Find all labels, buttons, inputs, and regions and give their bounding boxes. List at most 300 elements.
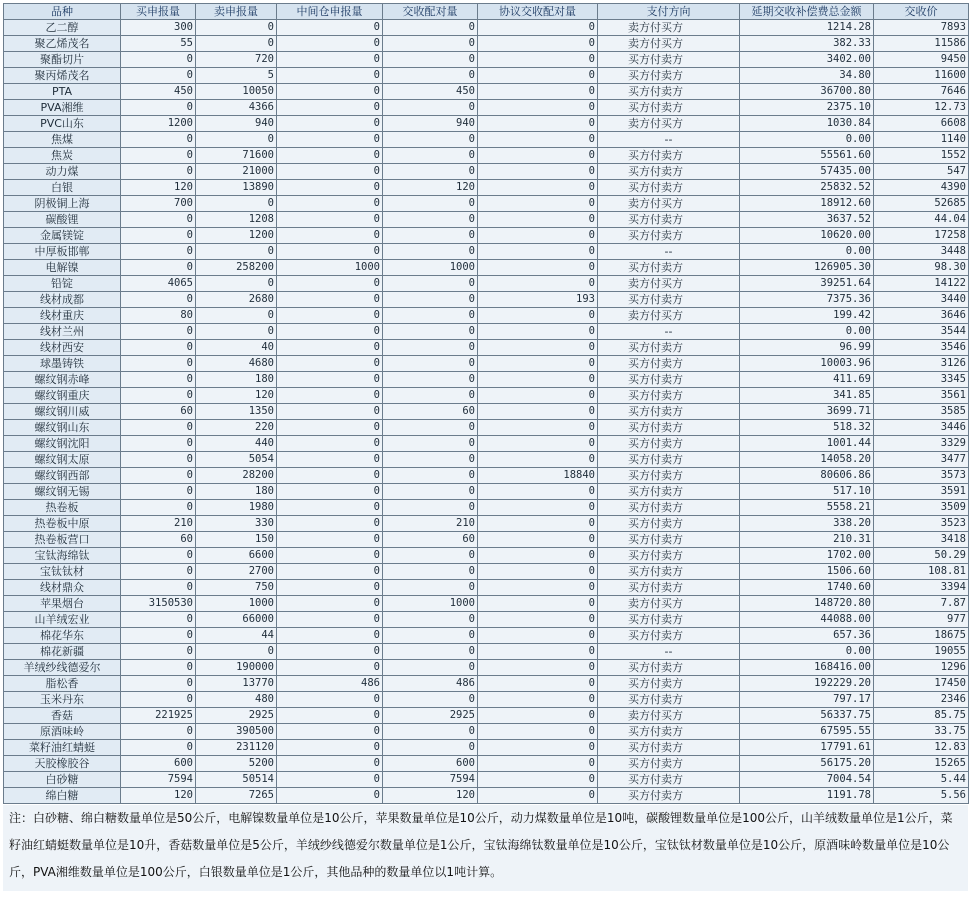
- value-cell: 0: [277, 52, 383, 68]
- table-row: [4, 292, 969, 308]
- product-name-cell: PVC山东: [4, 116, 121, 132]
- table-row: [4, 20, 969, 36]
- payment-direction-cell: 买方付卖方: [598, 580, 740, 596]
- value-cell: 1208: [196, 212, 277, 228]
- value-cell: 0: [478, 436, 598, 452]
- payment-direction-cell: 买方付卖方: [598, 84, 740, 100]
- payment-direction-cell: 买方付卖方: [598, 612, 740, 628]
- value-cell: 0: [277, 772, 383, 788]
- value-cell: 7594: [121, 772, 196, 788]
- table-row: [4, 52, 969, 68]
- value-cell: 0: [277, 36, 383, 52]
- value-cell: 0: [121, 452, 196, 468]
- header-cell: 延期交收补偿费总金额: [740, 4, 874, 20]
- value-cell: 1214.28: [740, 20, 874, 36]
- value-cell: 0: [383, 692, 478, 708]
- payment-direction-cell: 买方付卖方: [598, 260, 740, 276]
- value-cell: 190000: [196, 660, 277, 676]
- value-cell: 0: [121, 692, 196, 708]
- value-cell: 0: [121, 724, 196, 740]
- value-cell: 700: [121, 196, 196, 212]
- value-cell: 0: [478, 116, 598, 132]
- payment-direction-cell: 买方付卖方: [598, 180, 740, 196]
- value-cell: 977: [874, 612, 969, 628]
- product-name-cell: 螺纹钢赤峰: [4, 372, 121, 388]
- table-row: [4, 564, 969, 580]
- value-cell: 0: [383, 52, 478, 68]
- value-cell: 0: [478, 564, 598, 580]
- product-name-cell: 苹果烟台: [4, 596, 121, 612]
- product-name-cell: 天胶橡胶谷: [4, 756, 121, 772]
- table-row: [4, 324, 969, 340]
- table-row: [4, 276, 969, 292]
- value-cell: 0: [277, 372, 383, 388]
- value-cell: 0: [383, 628, 478, 644]
- value-cell: 0: [121, 388, 196, 404]
- table-row: [4, 788, 969, 804]
- payment-direction-cell: 买方付卖方: [598, 452, 740, 468]
- value-cell: 0: [121, 548, 196, 564]
- table-row: [4, 132, 969, 148]
- value-cell: 150: [196, 532, 277, 548]
- table-row: [4, 484, 969, 500]
- value-cell: 2700: [196, 564, 277, 580]
- product-name-cell: 聚乙烯茂名: [4, 36, 121, 52]
- value-cell: 0: [277, 212, 383, 228]
- value-cell: 0: [277, 484, 383, 500]
- table-row: [4, 260, 969, 276]
- value-cell: 1506.60: [740, 564, 874, 580]
- payment-direction-cell: 买方付卖方: [598, 500, 740, 516]
- value-cell: 0: [277, 292, 383, 308]
- product-name-cell: 玉米丹东: [4, 692, 121, 708]
- value-cell: 148720.80: [740, 596, 874, 612]
- value-cell: 7.87: [874, 596, 969, 612]
- value-cell: 120: [196, 388, 277, 404]
- value-cell: 4390: [874, 180, 969, 196]
- value-cell: 0: [277, 100, 383, 116]
- payment-direction-cell: 买方付卖方: [598, 724, 740, 740]
- product-name-cell: 螺纹钢山东: [4, 420, 121, 436]
- value-cell: 600: [383, 756, 478, 772]
- payment-direction-cell: --: [598, 324, 740, 340]
- value-cell: 0: [478, 356, 598, 372]
- value-cell: 40: [196, 340, 277, 356]
- table-row: [4, 388, 969, 404]
- table-row: [4, 372, 969, 388]
- value-cell: 3126: [874, 356, 969, 372]
- value-cell: 0: [121, 580, 196, 596]
- value-cell: 3523: [874, 516, 969, 532]
- value-cell: 750: [196, 580, 277, 596]
- payment-direction-cell: 买方付卖方: [598, 164, 740, 180]
- table-row: [4, 404, 969, 420]
- value-cell: 11586: [874, 36, 969, 52]
- value-cell: 180: [196, 484, 277, 500]
- value-cell: 0: [277, 516, 383, 532]
- table-row: [4, 628, 969, 644]
- value-cell: 34.80: [740, 68, 874, 84]
- payment-direction-cell: 买方付卖方: [598, 484, 740, 500]
- value-cell: 60: [383, 404, 478, 420]
- value-cell: 168416.00: [740, 660, 874, 676]
- product-name-cell: 线材重庆: [4, 308, 121, 324]
- value-cell: 1191.78: [740, 788, 874, 804]
- value-cell: 0: [196, 644, 277, 660]
- value-cell: 44088.00: [740, 612, 874, 628]
- value-cell: 382.33: [740, 36, 874, 52]
- value-cell: 0: [277, 692, 383, 708]
- value-cell: 7375.36: [740, 292, 874, 308]
- product-name-cell: 热卷板营口: [4, 532, 121, 548]
- value-cell: 0: [383, 660, 478, 676]
- payment-direction-cell: 买方付卖方: [598, 548, 740, 564]
- value-cell: 0.00: [740, 132, 874, 148]
- value-cell: 71600: [196, 148, 277, 164]
- table-row: [4, 500, 969, 516]
- value-cell: 3329: [874, 436, 969, 452]
- product-name-cell: 白银: [4, 180, 121, 196]
- value-cell: 0: [277, 132, 383, 148]
- table-row: [4, 468, 969, 484]
- payment-direction-cell: --: [598, 644, 740, 660]
- table-row: [4, 436, 969, 452]
- value-cell: 210: [121, 516, 196, 532]
- value-cell: 4680: [196, 356, 277, 372]
- value-cell: 1000: [383, 260, 478, 276]
- payment-direction-cell: 买方付卖方: [598, 772, 740, 788]
- value-cell: 0: [383, 244, 478, 260]
- value-cell: 0: [478, 404, 598, 420]
- payment-direction-cell: 买方付卖方: [598, 468, 740, 484]
- product-name-cell: 焦炭: [4, 148, 121, 164]
- header-cell: 交收配对量: [383, 4, 478, 20]
- header-cell: 支付方向: [598, 4, 740, 20]
- value-cell: 80: [121, 308, 196, 324]
- value-cell: 0: [277, 308, 383, 324]
- value-cell: 0: [478, 20, 598, 36]
- value-cell: 3402.00: [740, 52, 874, 68]
- value-cell: 2680: [196, 292, 277, 308]
- product-name-cell: 螺纹钢太原: [4, 452, 121, 468]
- value-cell: 14058.20: [740, 452, 874, 468]
- value-cell: 0: [121, 436, 196, 452]
- value-cell: 0: [277, 340, 383, 356]
- payment-direction-cell: 买方付卖方: [598, 52, 740, 68]
- value-cell: 0: [478, 340, 598, 356]
- value-cell: 1000: [196, 596, 277, 612]
- value-cell: 0: [277, 68, 383, 84]
- value-cell: 0: [383, 612, 478, 628]
- value-cell: 44.04: [874, 212, 969, 228]
- value-cell: 0: [196, 36, 277, 52]
- value-cell: 50.29: [874, 548, 969, 564]
- product-name-cell: 线材西安: [4, 340, 121, 356]
- value-cell: 0: [478, 420, 598, 436]
- table-row: [4, 724, 969, 740]
- value-cell: 1702.00: [740, 548, 874, 564]
- value-cell: 0: [121, 212, 196, 228]
- value-cell: 0: [478, 388, 598, 404]
- value-cell: 0: [277, 644, 383, 660]
- table-row: [4, 596, 969, 612]
- value-cell: 0: [478, 212, 598, 228]
- product-name-cell: 香菇: [4, 708, 121, 724]
- value-cell: 0: [277, 356, 383, 372]
- value-cell: 0: [277, 388, 383, 404]
- value-cell: 5.56: [874, 788, 969, 804]
- payment-direction-cell: 买方付卖方: [598, 148, 740, 164]
- value-cell: 0: [478, 628, 598, 644]
- value-cell: 0: [277, 612, 383, 628]
- value-cell: 5054: [196, 452, 277, 468]
- value-cell: 0: [478, 692, 598, 708]
- value-cell: 0: [478, 260, 598, 276]
- value-cell: 390500: [196, 724, 277, 740]
- value-cell: 0: [383, 420, 478, 436]
- value-cell: 0: [121, 628, 196, 644]
- value-cell: 221925: [121, 708, 196, 724]
- value-cell: 17791.61: [740, 740, 874, 756]
- value-cell: 85.75: [874, 708, 969, 724]
- value-cell: 6600: [196, 548, 277, 564]
- value-cell: 720: [196, 52, 277, 68]
- value-cell: 6608: [874, 116, 969, 132]
- value-cell: 0: [277, 404, 383, 420]
- value-cell: 56337.75: [740, 708, 874, 724]
- value-cell: 0: [383, 356, 478, 372]
- value-cell: 12.83: [874, 740, 969, 756]
- payment-direction-cell: 买方付卖方: [598, 532, 740, 548]
- value-cell: 0: [383, 148, 478, 164]
- value-cell: 0: [478, 52, 598, 68]
- value-cell: 0: [478, 84, 598, 100]
- value-cell: 0: [121, 148, 196, 164]
- value-cell: 126905.30: [740, 260, 874, 276]
- table-row: [4, 580, 969, 596]
- delivery-table: [3, 3, 969, 804]
- product-name-cell: 金属镁锭: [4, 228, 121, 244]
- value-cell: 0: [277, 596, 383, 612]
- payment-direction-cell: 买方付卖方: [598, 628, 740, 644]
- value-cell: 33.75: [874, 724, 969, 740]
- value-cell: 0: [196, 196, 277, 212]
- value-cell: 15265: [874, 756, 969, 772]
- value-cell: 0: [383, 196, 478, 212]
- header-cell: 交收价: [874, 4, 969, 20]
- header-cell: 协议交收配对量: [478, 4, 598, 20]
- value-cell: 0: [478, 740, 598, 756]
- value-cell: 0: [277, 564, 383, 580]
- value-cell: 0: [383, 580, 478, 596]
- value-cell: 0: [383, 452, 478, 468]
- product-name-cell: 羊绒纱线德爱尔: [4, 660, 121, 676]
- value-cell: 0: [383, 132, 478, 148]
- value-cell: 0.00: [740, 644, 874, 660]
- value-cell: 0: [277, 788, 383, 804]
- product-name-cell: 碳酸锂: [4, 212, 121, 228]
- value-cell: 18912.60: [740, 196, 874, 212]
- value-cell: 1200: [121, 116, 196, 132]
- value-cell: 0: [383, 20, 478, 36]
- value-cell: 3345: [874, 372, 969, 388]
- table-row: [4, 196, 969, 212]
- value-cell: 600: [121, 756, 196, 772]
- value-cell: 0: [121, 228, 196, 244]
- value-cell: 1980: [196, 500, 277, 516]
- value-cell: 657.36: [740, 628, 874, 644]
- payment-direction-cell: 卖方付买方: [598, 20, 740, 36]
- value-cell: 3585: [874, 404, 969, 420]
- product-name-cell: 焦煤: [4, 132, 121, 148]
- payment-direction-cell: 卖方付买方: [598, 708, 740, 724]
- value-cell: 13770: [196, 676, 277, 692]
- value-cell: 0: [478, 164, 598, 180]
- value-cell: 7265: [196, 788, 277, 804]
- value-cell: 0: [478, 308, 598, 324]
- value-cell: 0: [478, 516, 598, 532]
- value-cell: 9450: [874, 52, 969, 68]
- value-cell: 3573: [874, 468, 969, 484]
- payment-direction-cell: --: [598, 244, 740, 260]
- value-cell: 0: [478, 484, 598, 500]
- value-cell: 486: [277, 676, 383, 692]
- product-name-cell: 线材成都: [4, 292, 121, 308]
- value-cell: 56175.20: [740, 756, 874, 772]
- value-cell: 0: [277, 532, 383, 548]
- table-row: [4, 36, 969, 52]
- value-cell: 0: [383, 228, 478, 244]
- value-cell: 0: [121, 372, 196, 388]
- value-cell: 7893: [874, 20, 969, 36]
- payment-direction-cell: 买方付卖方: [598, 692, 740, 708]
- value-cell: 1140: [874, 132, 969, 148]
- value-cell: 0: [121, 244, 196, 260]
- value-cell: 17258: [874, 228, 969, 244]
- value-cell: 52685: [874, 196, 969, 212]
- value-cell: 300: [121, 20, 196, 36]
- value-cell: 0: [478, 132, 598, 148]
- value-cell: 450: [121, 84, 196, 100]
- value-cell: 39251.64: [740, 276, 874, 292]
- value-cell: 28200: [196, 468, 277, 484]
- value-cell: 0: [277, 500, 383, 516]
- value-cell: 80606.86: [740, 468, 874, 484]
- product-name-cell: 动力煤: [4, 164, 121, 180]
- value-cell: 0: [277, 436, 383, 452]
- value-cell: 517.10: [740, 484, 874, 500]
- product-name-cell: 山羊绒宏业: [4, 612, 121, 628]
- value-cell: 18675: [874, 628, 969, 644]
- table-row: [4, 740, 969, 756]
- value-cell: 0: [478, 148, 598, 164]
- value-cell: 0: [121, 660, 196, 676]
- value-cell: 797.17: [740, 692, 874, 708]
- value-cell: 1000: [383, 596, 478, 612]
- value-cell: 120: [383, 788, 478, 804]
- value-cell: 2925: [383, 708, 478, 724]
- value-cell: 518.32: [740, 420, 874, 436]
- value-cell: 66000: [196, 612, 277, 628]
- table-row: [4, 676, 969, 692]
- payment-direction-cell: 买方付卖方: [598, 740, 740, 756]
- value-cell: 0: [121, 500, 196, 516]
- value-cell: 0: [383, 100, 478, 116]
- value-cell: 0: [121, 340, 196, 356]
- product-name-cell: 中厚板邯郸: [4, 244, 121, 260]
- value-cell: 0: [478, 228, 598, 244]
- value-cell: 60: [383, 532, 478, 548]
- value-cell: 210: [383, 516, 478, 532]
- payment-direction-cell: 买方付卖方: [598, 212, 740, 228]
- value-cell: 120: [121, 180, 196, 196]
- value-cell: 4065: [121, 276, 196, 292]
- value-cell: 36700.80: [740, 84, 874, 100]
- value-cell: 0: [478, 756, 598, 772]
- value-cell: 55: [121, 36, 196, 52]
- payment-direction-cell: 买方付卖方: [598, 292, 740, 308]
- value-cell: 0: [478, 548, 598, 564]
- value-cell: 0: [277, 708, 383, 724]
- value-cell: 0: [383, 164, 478, 180]
- value-cell: 7004.54: [740, 772, 874, 788]
- value-cell: 2925: [196, 708, 277, 724]
- payment-direction-cell: 买方付卖方: [598, 388, 740, 404]
- value-cell: 0: [478, 532, 598, 548]
- product-name-cell: 宝钛海绵钛: [4, 548, 121, 564]
- value-cell: 0: [478, 196, 598, 212]
- payment-direction-cell: 卖方付买方: [598, 596, 740, 612]
- payment-direction-cell: 买方付卖方: [598, 356, 740, 372]
- value-cell: 3446: [874, 420, 969, 436]
- value-cell: 3591: [874, 484, 969, 500]
- value-cell: 0: [277, 164, 383, 180]
- value-cell: 0: [383, 276, 478, 292]
- value-cell: 17450: [874, 676, 969, 692]
- table-row: [4, 708, 969, 724]
- value-cell: 96.99: [740, 340, 874, 356]
- value-cell: 7594: [383, 772, 478, 788]
- value-cell: 3561: [874, 388, 969, 404]
- product-name-cell: 宝钛钛材: [4, 564, 121, 580]
- value-cell: 940: [196, 116, 277, 132]
- value-cell: 0: [277, 116, 383, 132]
- table-row: [4, 452, 969, 468]
- product-name-cell: 螺纹钢无锡: [4, 484, 121, 500]
- value-cell: 0: [478, 244, 598, 260]
- value-cell: 0: [478, 100, 598, 116]
- value-cell: 450: [383, 84, 478, 100]
- value-cell: 0: [121, 484, 196, 500]
- table-row: [4, 612, 969, 628]
- table-row: [4, 228, 969, 244]
- value-cell: 0: [383, 724, 478, 740]
- product-name-cell: 棉花新疆: [4, 644, 121, 660]
- product-name-cell: 线材鼎众: [4, 580, 121, 596]
- value-cell: 3440: [874, 292, 969, 308]
- value-cell: 0: [277, 148, 383, 164]
- footnote-text: 注：白砂糖、绵白糖数量单位是50公斤，电解镍数量单位是10公斤，苹果数量单位是10公斤，动力煤数量单位是10吨，碳酸锂数量单位是100公斤，山羊绒数量单位是1公斤，菜籽油红蜻蜓数量单位是10升，香菇数量单位是5公斤，羊绒纱线德爱尔数量单位是1公斤，宝钛海绵钛数量单位是10公斤，宝钛钛材数量单位是10公斤，原酒味岭数量单位是10公斤，PVA湘维数量单位是100公斤，白银数量单位是1公斤，其他品种的数量单位以1吨计算。: [9, 811, 953, 879]
- value-cell: 0: [383, 292, 478, 308]
- table-row: [4, 180, 969, 196]
- value-cell: 25832.52: [740, 180, 874, 196]
- table-row: [4, 756, 969, 772]
- value-cell: 0: [383, 548, 478, 564]
- header-cell: 中间仓申报量: [277, 4, 383, 20]
- value-cell: 1001.44: [740, 436, 874, 452]
- payment-direction-cell: 卖方付买方: [598, 116, 740, 132]
- table-row: [4, 692, 969, 708]
